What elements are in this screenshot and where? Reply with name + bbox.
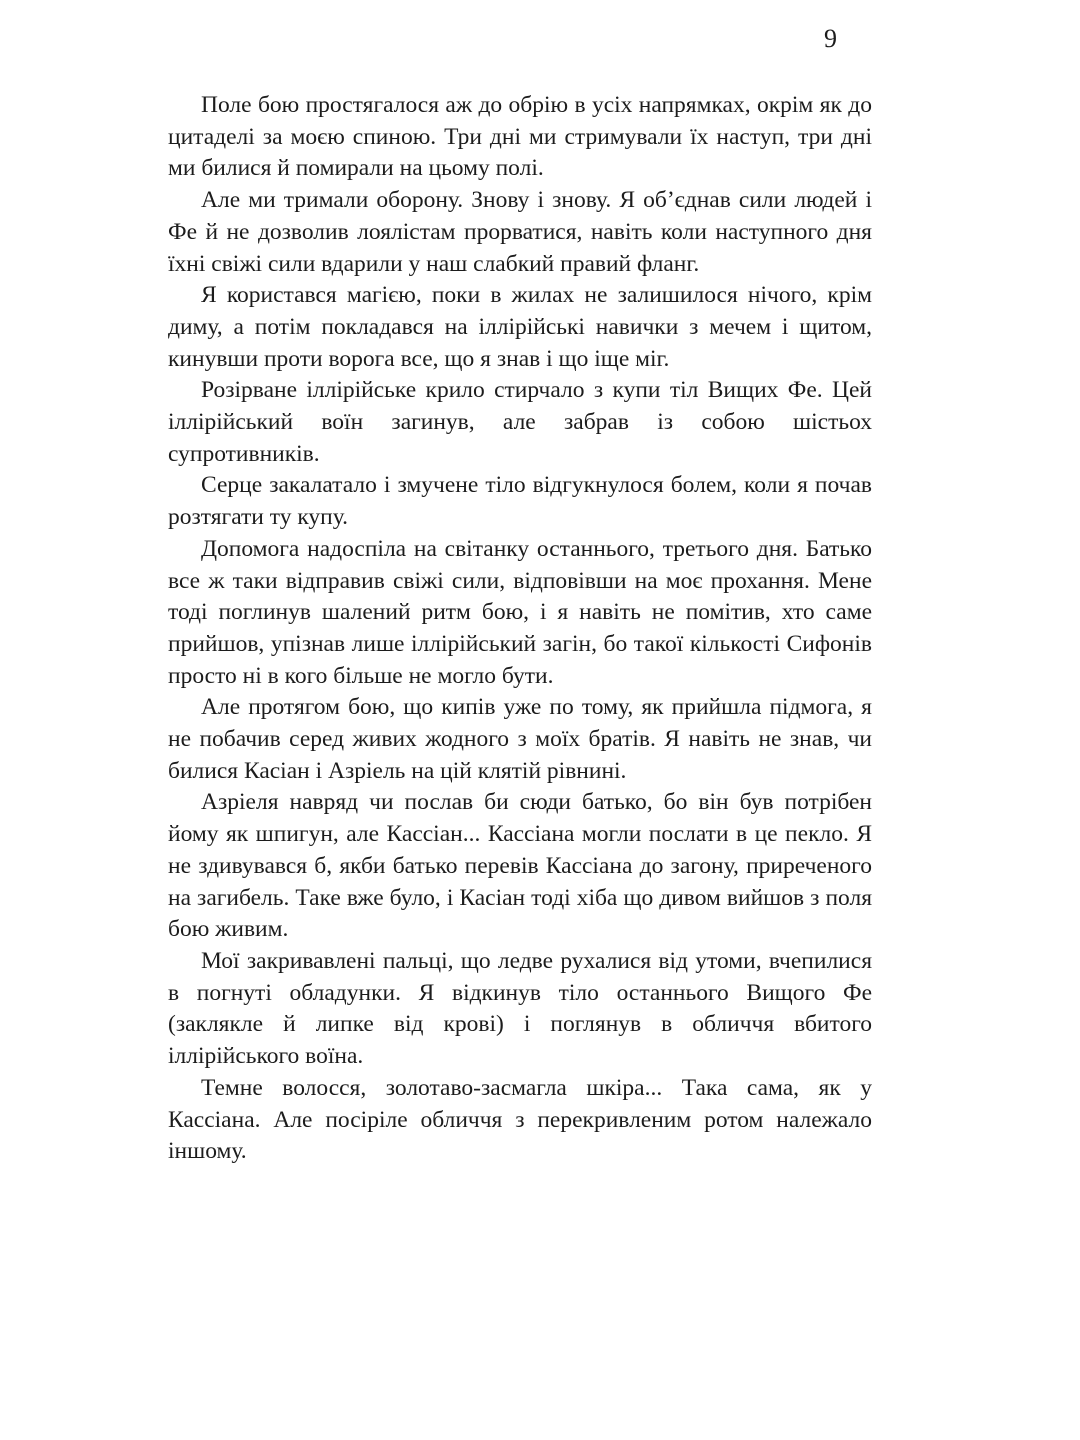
paragraph: Мої закривавлені пальці, що ледве рухалися від утоми, вчепилися в погнуті обладунки. Я відкинув тіло останнього Вищого Фе (заклякле й липке від крові) і поглянув в обличчя вбитого іллірійського воїна. [168,947,872,1070]
paragraph: Серце закалатало і змучене тіло відгукнулося болем, коли я почав розтягати ту купу. [168,472,872,531]
page-number: 9 [824,24,837,53]
body-text [168,90,872,1168]
paragraph: Розірване іллірійське крило стирчало з купи тіл Вищих Фе. Цей іллірійський воїн загинув, але забрав із собою шістьох супротивників. [168,377,872,467]
paragraph: Я користався магією, поки в жилах не залишилося нічого, крім диму, а потім покладався на іллірійські навички з мечем і щитом, кинувши проти ворога все, що я знав і що іще міг. [168,282,872,372]
paragraph: Але ми тримали оборону. Знову і знову. Я об’єднав сили людей і Фе й не дозволив лоялістам прорватися, навіть коли наступного дня їхні свіжі сили вдарили у наш слабкий правий фланг. [168,187,872,277]
paragraph: Поле бою простягалося аж до обрію в усіх напрямках, окрім як до цитаделі за моєю спиною. Три дні ми стримували їх наступ, три дні ми билися й помирали на цьому полі. [168,92,872,182]
paragraph: Допомога надоспіла на світанку останнього, третього дня. Батько все ж таки відправив свіжі сили, відповівши на моє прохання. Мене тоді поглинув шалений ритм бою, і я навіть не помітив, хто саме прийшов, упізнав лише іллірійський загін, бо такої кількості Сифонів просто ні в кого більше не могло бути. [168,535,872,689]
paragraph: Але протягом бою, що кипів уже по тому, як прийшла підмога, я не побачив серед живих жодного з моїх братів. Я навіть не знав, чи билися Касіан і Азріель на цій клятій рівнині. [168,694,872,784]
paragraph: Темне волосся, золотаво-засмагла шкіра... Така сама, як у Кассіана. Але посіріле обличчя з перекривленим ротом належало іншому. [168,1074,872,1165]
paragraph: Азріеля навряд чи послав би сюди батько, бо він був потрібен йому як шпигун, але Кассіан... Кассіана могли послати в це пекло. Я не здивувався б, якби батько перевів Кассіана до загону, приреченого на загибель. Таке вже було, і Касіан тоді хіба що дивом вийшов з поля бою живим. [168,789,872,943]
